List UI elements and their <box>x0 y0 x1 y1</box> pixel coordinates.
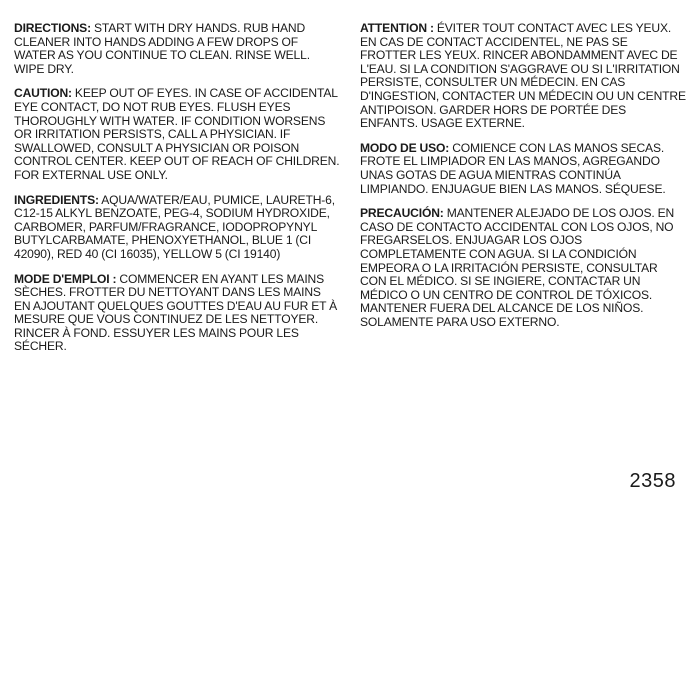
label-heading-precaucion: PRECAUCIÓN: <box>360 206 444 221</box>
label-body-precaucion: MANTENER ALEJADO DE LOS OJOS. EN CASO DE CONTACTO ACCIDENTAL CON LOS OJOS, NO FREGARSELOS. ENJUAGAR LOS OJOS COMPLETAMENTE CON AGUA. SI LA CONDICIÓN EMPEORA O LA IRRITACIÓN PERSISTE, CONSULTAR CON EL MÉDICO. SI SE INGIERE, CONTACTAR UN MÉDICO O UN CENTRO DE CONTROL DE TÓXICOS. MANTENER FUERA DEL ALCANCE DE LOS NIÑOS. SOLAMENTE PARA USO EXTERNO. <box>360 206 675 329</box>
label-paragraph-attention <box>360 22 686 131</box>
label-paragraph-ingredients <box>14 194 340 262</box>
label-columns <box>0 22 700 354</box>
label-body-mode-demploi: COMMENCER EN AYANT LES MAINS SÈCHES. FROTTER DU NETTOYANT DANS LES MAINS EN AJOUTANT QUELQUES GOUTTES D'EAU AU FUR ET À MESURE QUE VOUS CONTINUEZ DE LES NETTOYER. RINCER À FOND. ESSUYER LES MAINS POUR LES SÉCHER. <box>14 271 338 354</box>
label-heading-mode-demploi: MODE D'EMPLOI : <box>14 271 117 286</box>
label-body-directions: START WITH DRY HANDS. RUB HAND CLEANER INTO HANDS ADDING A FEW DROPS OF WATER AS YOU CONTINUE TO CLEAN. RINSE WELL. WIPE DRY. <box>14 21 310 76</box>
label-body-modo-de-uso: COMIENCE CON LAS MANOS SECAS. FROTE EL LIMPIADOR EN LAS MANOS, AGREGANDO UNAS GOTAS DE AGUA MIENTRAS CONTINÚA LIMPIANDO. ENJUAGUE BIEN LAS MANOS. SÉQUESE. <box>360 140 666 196</box>
label-heading-attention: ATTENTION : <box>360 21 434 35</box>
label-heading-directions: DIRECTIONS: <box>14 21 91 35</box>
label-body-ingredients: AQUA/WATER/EAU, PUMICE, LAURETH-6, C12-15 ALKYL BENZOATE, PEG-4, SODIUM HYDROXIDE, CARBOMER, PARFUM/FRAGRANCE, IODOPROPYNYL BUTYLCARBAMATE, PHENOXYETHANOL, BLUE 1 (CI 42090), RED 40 (CI 16035), YELLOW 5 (CI 19140) <box>14 192 335 261</box>
label-body-caution: KEEP OUT OF EYES. IN CASE OF ACCIDENTAL EYE CONTACT, DO NOT RUB EYES. FLUSH EYES THOROUGHLY WITH WATER. IF CONDITION WORSENS OR IRRITATION PERSISTS, CALL A PHYSICIAN. IF SWALLOWED, CONSULT A PHYSICIAN OR POISON CONTROL CENTER. KEEP OUT OF REACH OF CHILDREN. FOR EXTERNAL USE ONLY. <box>14 86 340 182</box>
label-heading-modo-de-uso: MODO DE USO: <box>360 140 450 155</box>
label-column-left <box>0 22 352 354</box>
label-paragraph-precaucion <box>360 207 686 329</box>
label-heading-ingredients: INGREDIENTS: <box>14 192 99 207</box>
label-paragraph-directions <box>14 22 340 76</box>
label-paragraph-caution <box>14 87 340 182</box>
label-code-number: 2358 <box>629 470 676 492</box>
label-paragraph-mode-demploi <box>14 273 340 355</box>
label-column-right <box>352 22 700 329</box>
label-paragraph-modo-de-uso <box>360 142 686 196</box>
label-heading-caution: CAUTION: <box>14 86 72 101</box>
label-body-attention: ÉVITER TOUT CONTACT AVEC LES YEUX. EN CAS DE CONTACT ACCIDENTEL, NE PAS SE FROTTER LES YEUX. RINCER ABONDAMMENT AVEC DE L'EAU. SI LA CONDITION S'AGGRAVE OU SI L'IRRITATION PERSISTE, CONSULTER UN MÉDECIN. EN CAS D'INGESTION, CONTACTER UN MÉDECIN OU UN CENTRE ANTIPOISON. GARDER HORS DE PORTÉE DES ENFANTS. USAGE EXTERNE. <box>360 21 686 131</box>
